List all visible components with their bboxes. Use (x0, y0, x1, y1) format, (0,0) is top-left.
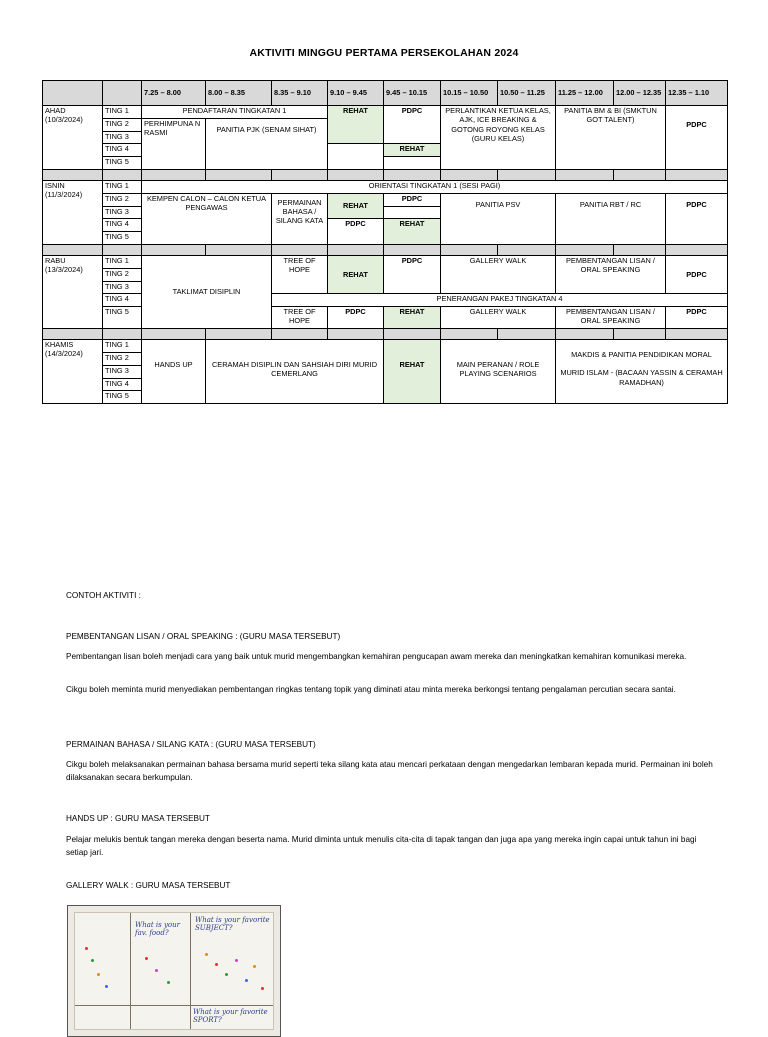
pdpc-cell: PDPC (328, 219, 384, 245)
day-name: ISNIN (45, 180, 65, 190)
photo-question: What is your favorite SUBJECT? (195, 916, 270, 932)
activity-cell (556, 340, 728, 404)
day-cell-isnin (43, 180, 103, 244)
activity-cell: TREE OF HOPE (272, 255, 328, 293)
ting-label: TING 2 (103, 268, 142, 281)
pdpc-cell: PDPC (666, 307, 728, 329)
activity-cell: PERLANTIKAN KETUA KELAS, AJK, ICE BREAKING & GOTONG ROYONG KELAS (GURU KELAS) (441, 106, 556, 170)
ting-label: TING 2 (103, 118, 142, 131)
ting-label: TING 4 (103, 294, 142, 307)
time-slot: 7.25 – 8.00 (142, 81, 206, 106)
murid-islam-text: MURID ISLAM - (BACAAN YASSIN & CERAMAH RAMADHAN) (560, 368, 723, 387)
time-slot: 8.00 – 8.35 (206, 81, 272, 106)
header-day-cell (43, 81, 103, 106)
rehat-cell: REHAT (328, 106, 384, 144)
section-paragraph: Pembentangan lisan boleh menjadi cara yang baik untuk murid mengembangkan kemahiran pengucapan awam mereka dan meningkatkan kemahiran komunikasi mereka. (66, 652, 687, 661)
activity-cell: PANITIA BM & BI (SMKTUN GOT TALENT) (556, 106, 666, 170)
section-heading: PERMAINAN BAHASA / SILANG KATA : (GURU MASA TERSEBUT) (66, 740, 316, 749)
pdpc-cell: PDPC (666, 193, 728, 244)
day-name: AHAD (45, 106, 66, 115)
activity-cell: HANDS UP (142, 340, 206, 404)
day-date: (14/3/2024) (45, 349, 83, 359)
empty-cell (328, 144, 384, 170)
pdpc-cell: PDPC (328, 307, 384, 329)
contoh-label: CONTOH AKTIVITI : (66, 591, 141, 600)
header-ting-cell (103, 81, 142, 106)
time-slot: 9.10 – 9.45 (328, 81, 384, 106)
ting-label: TING 1 (103, 106, 142, 119)
ting-label: TING 1 (103, 340, 142, 353)
ting-label: TING 5 (103, 391, 142, 404)
activity-cell: PERHIMPUNA N RASMI (142, 118, 206, 169)
chart-paper-board (74, 912, 274, 1030)
ting-label: TING 1 (103, 255, 142, 268)
rehat-cell: REHAT (384, 307, 441, 329)
activity-cell: PERMAINAN BAHASA / SILANG KATA (272, 193, 328, 244)
time-slot: 9.45 – 10.15 (384, 81, 441, 106)
activity-cell: PENDAFTARAN TINGKATAN 1 (142, 106, 328, 119)
schedule-table (42, 80, 728, 404)
time-slot: 12.00 – 12.35 (614, 81, 666, 106)
header-row (43, 81, 728, 106)
ting-label: TING 4 (103, 378, 142, 391)
ting-label: TING 2 (103, 193, 142, 206)
time-slot: 8.35 – 9.10 (272, 81, 328, 106)
ting-label: TING 1 (103, 180, 142, 193)
activity-cell: PANITIA PJK (SENAM SIHAT) (206, 118, 328, 169)
pdpc-cell: PDPC (666, 255, 728, 293)
rehat-cell: REHAT (384, 144, 441, 157)
ting-label: TING 4 (103, 219, 142, 232)
ting-label: TING 3 (103, 281, 142, 294)
day-cell-rabu (43, 255, 103, 328)
section-heading: GALLERY WALK : GURU MASA TERSEBUT (66, 881, 231, 890)
day-cell-khamis (43, 340, 103, 404)
ting-label: TING 5 (103, 232, 142, 245)
rehat-cell: REHAT (384, 219, 441, 245)
ting-label: TING 3 (103, 206, 142, 219)
time-slot: 12.35 – 1.10 (666, 81, 728, 106)
activity-cell: PANITIA PSV (441, 193, 556, 244)
day-date: (13/3/2024) (45, 265, 83, 275)
rehat-cell: REHAT (384, 340, 441, 404)
time-slot: 11.25 – 12.00 (556, 81, 614, 106)
activity-cell: TREE OF HOPE (272, 307, 328, 329)
day-date: (10/3/2024) (45, 115, 83, 125)
empty-cell (384, 157, 441, 170)
activity-cell: GALLERY WALK (441, 307, 556, 329)
makdis-text: MAKDIS & PANITIA PENDIDIKAN MORAL (571, 350, 712, 360)
activity-cell: TAKLIMAT DISIPLIN (142, 255, 272, 328)
day-name: KHAMIS (45, 340, 74, 350)
section-heading: HANDS UP : GURU MASA TERSEBUT (66, 814, 210, 823)
activity-cell: PANITIA RBT / RC (556, 193, 666, 244)
day-name: RABU (45, 255, 66, 265)
day-cell-ahad (43, 106, 103, 170)
page-title: AKTIVITI MINGGU PERTAMA PERSEKOLAHAN 2024 (249, 47, 519, 59)
photo-question: What is your favorite SPORT? (193, 1008, 268, 1024)
gallery-walk-photo (67, 905, 281, 1037)
activity-cell: MAIN PERANAN / ROLE PLAYING SCENARIOS (441, 340, 556, 404)
pdpc-cell: PDPC (384, 255, 441, 293)
pdpc-cell: PDPC (666, 106, 728, 170)
day-date: (11/3/2024) (45, 190, 83, 200)
activity-cell: ORIENTASI TINGKATAN 1 (SESI PAGI) (142, 180, 728, 193)
time-slot: 10.15 – 10.50 (441, 81, 498, 106)
section-paragraph: Cikgu boleh melaksanakan permainan bahasa bersama murid seperti teka silang kata atau mencari perkataan dengan mengedarkan lembaran kepada murid. Permainan ini boleh dilaksanakan secara berkumpulan. (66, 760, 713, 782)
ting-label: TING 2 (103, 352, 142, 365)
section-heading: PEMBENTANGAN LISAN / ORAL SPEAKING : (GURU MASA TERSEBUT) (66, 632, 341, 641)
ting-label: TING 3 (103, 131, 142, 144)
activity-cell: GALLERY WALK (441, 255, 556, 293)
pdpc-cell: PDPC (384, 106, 441, 144)
ting-label: TING 3 (103, 365, 142, 378)
empty-cell (384, 206, 441, 219)
activity-cell: CERAMAH DISIPLIN DAN SAHSIAH DIRI MURID CEMERLANG (206, 340, 384, 404)
pdpc-cell: PDPC (384, 193, 441, 206)
rehat-cell: REHAT (328, 193, 384, 219)
ting-label: TING 5 (103, 307, 142, 329)
section-paragraph: Cikgu boleh meminta murid menyediakan pembentangan ringkas tentang topik yang diminati atau minta mereka berkongsi tentang pengalaman percutian secara santai. (66, 685, 676, 694)
rehat-cell: REHAT (328, 255, 384, 293)
activity-cell: PEMBENTANGAN LISAN / ORAL SPEAKING (556, 307, 666, 329)
ting-label: TING 4 (103, 144, 142, 157)
ting-label: TING 5 (103, 157, 142, 170)
time-slot: 10.50 – 11.25 (498, 81, 556, 106)
activity-cell: PENERANGAN PAKEJ TINGKATAN 4 (272, 294, 728, 307)
photo-question: What is your fav. food? (135, 921, 180, 937)
activity-cell: KEMPEN CALON – CALON KETUA PENGAWAS (142, 193, 272, 244)
section-paragraph: Pelajar melukis bentuk tangan mereka dengan beserta nama. Murid diminta untuk menulis cita-cita di tapak tangan dan juga apa yang mereka ingin capai untuk tahun ini bagi setiap jari. (66, 835, 697, 857)
activity-cell: PEMBENTANGAN LISAN / ORAL SPEAKING (556, 255, 666, 293)
